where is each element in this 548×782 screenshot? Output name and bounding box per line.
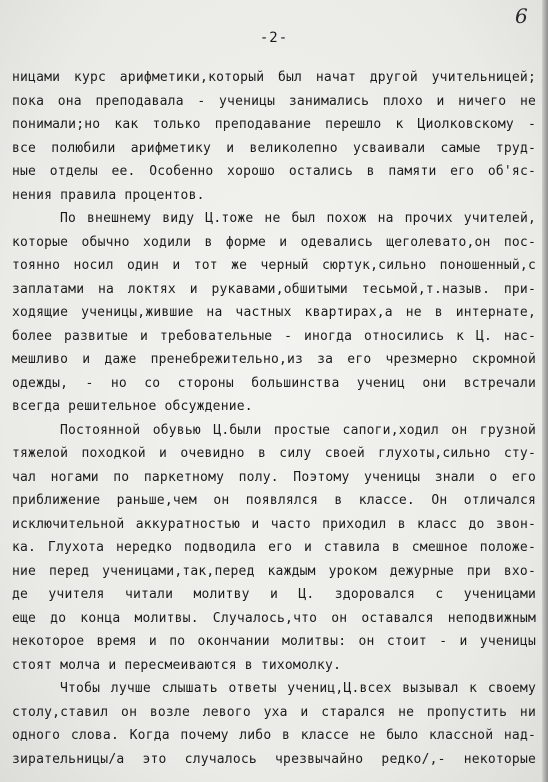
- text-line: тяжелой походкой и очевидно в силу своей глухоты,сильно сту-: [12, 446, 536, 461]
- text-line: одного слова. Когда почему либо в классе не было классной над-: [12, 728, 536, 743]
- text-line: ние перед ученицами,так,перед каждым уроком дежурные при вхо-: [12, 563, 536, 579]
- text-line: всегда решительное обсуждение.: [12, 399, 253, 414]
- text-line: столу,ставил он возле левого уха и старался не пропустить ни: [12, 704, 536, 720]
- page-edge-shadow: [542, 0, 548, 782]
- text-line: мешливо и даже пренебрежительно,из за его чрезмерно скромной: [12, 352, 536, 367]
- text-line: еще до конца молитвы. Случалось,что он оставался неподвижным: [12, 610, 536, 626]
- text-line: понимали;но как только преподавание перешло к Циолковскому -: [12, 117, 536, 132]
- text-line: которые обычно ходили в форме и одевались щеголевато,он пос-: [12, 234, 536, 250]
- text-line: ходящие ученицы,жившие на частных квартирах,а не в интернате,: [12, 305, 536, 320]
- text-line: чал ногами по паркетному полу. Поэтому ученицы знали о его: [12, 469, 536, 485]
- text-line: одежды, - но со стороны большинства учениц они встречали: [12, 375, 536, 391]
- text-line: приближение раньше,чем он появлялся в классе. Он отличался: [12, 493, 536, 508]
- text-line: де учителя читали молитву и Ц. здоровался с ученицами: [12, 587, 536, 602]
- text-line: стоят молча и пересмеиваются в тихомолку.: [12, 657, 342, 673]
- text-line: ницами курс арифметики,который был начат другой учительницей;: [12, 70, 536, 85]
- text-line: нения правила процентов.: [12, 187, 205, 203]
- body-text: [12, 66, 536, 771]
- text-line: ка. Глухота нередко подводила его и ставила в смешное положе-: [12, 540, 536, 555]
- text-line: все полюбили арифметику и великолепно усваивали самые труд-: [12, 140, 536, 156]
- text-line: Чтобы лучше слышать ответы учениц,Ц.всех вызывал к своему: [60, 681, 536, 696]
- text-line: некоторое время и по окончании молитвы: он стоит - и ученицы: [12, 634, 536, 649]
- text-line: Постоянной обувью Ц.были простые сапоги,ходил он грузной: [60, 422, 536, 438]
- page-number: -2-: [259, 30, 289, 46]
- text-line: исключительной аккуратностью и часто приходил в класс до звон-: [12, 516, 536, 532]
- text-line: тоянно носил один и тот же черный сюртук,сильно поношенный,с: [12, 258, 536, 273]
- archive-page-mark: 6: [515, 4, 528, 28]
- text-line: ные отделы ее. Особенно хорошо остались в памяти его об'яс-: [12, 164, 536, 179]
- text-line: По внешнему виду Ц.тоже не был похож на прочих учителей,: [60, 211, 536, 226]
- text-line: пока она преподавала - ученицы занимались плохо и ничего не: [12, 93, 536, 109]
- text-line: зирательницы/а это случалось чрезвычайно редко/,- некоторые: [12, 751, 536, 767]
- text-line: заплатами на локтях и рукавами,обшитыми тесьмой,т.назыв. при-: [12, 281, 536, 297]
- text-line: более развитые и требовательные - иногда относились к Ц. нас-: [12, 328, 536, 344]
